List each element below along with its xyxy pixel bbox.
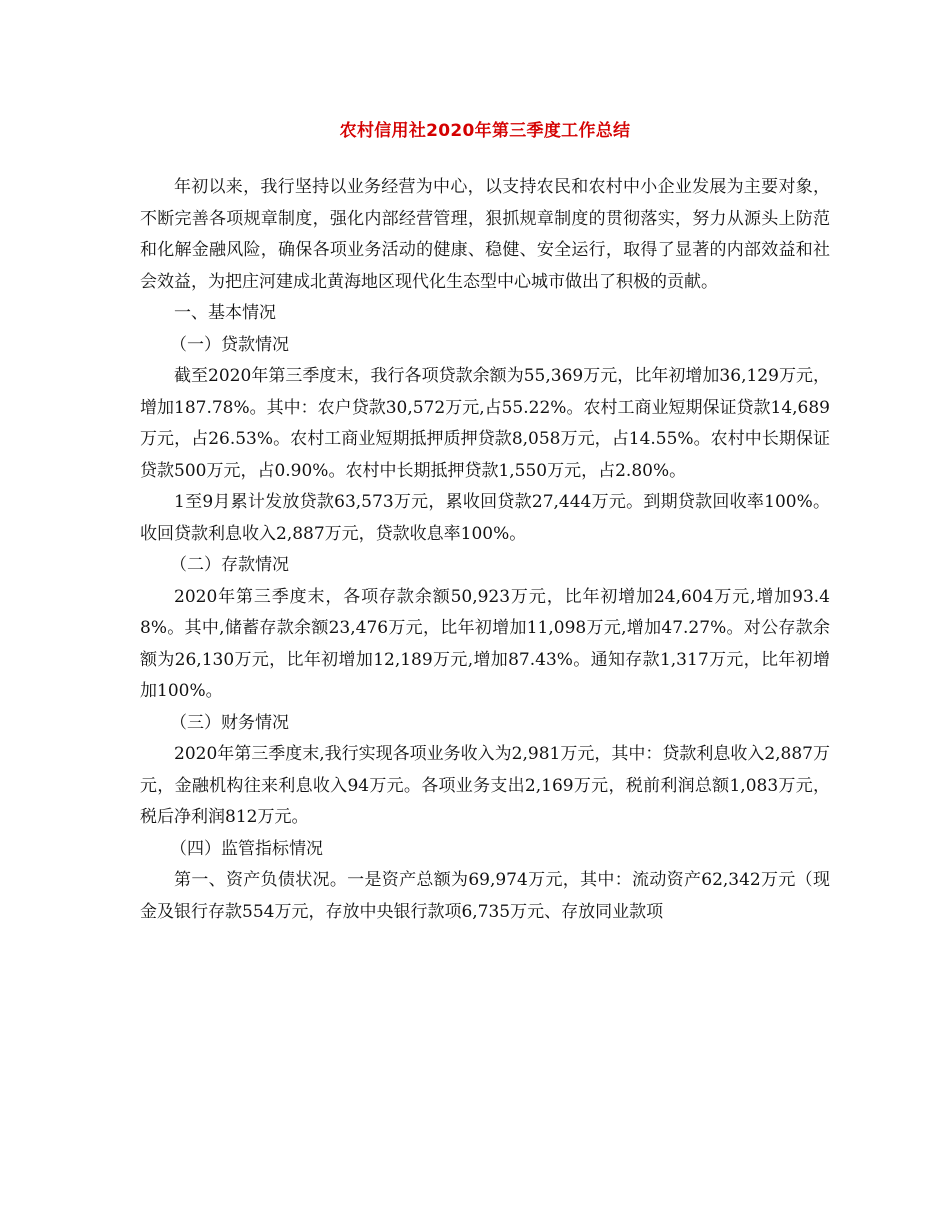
document-title: 农村信用社2020年第三季度工作总结 [339, 121, 631, 141]
finance-paragraph: 2020年第三季度末,我行实现各项业务收入为2,981万元，其中：贷款利息收入2,887万元，金融机构往来利息收入94万元。各项业务支出2,169万元，税前利润总额1,083万元，税后净利润812万元。 [140, 744, 831, 827]
deposits-paragraph: 2020年第三季度末，各项存款余额50,923万元，比年初增加24,604万元,增加93.48%。其中,储蓄存款余额23,476万元，比年初增加11,098万元,增加47.27%。对公存款余额为26,130万元，比年初增加12,189万元,增加87.43%。通知存款1,317万元，比年初增加100%。 [140, 586, 830, 701]
subheading-finance: （三）财务情况 [170, 712, 289, 733]
regulatory-paragraph: 第一、资产负债状况。一是资产总额为69,974万元，其中：流动资产62,342万元（现金及银行存款554万元，存放中央银行款项6,735万元、存放同业款项 [140, 870, 830, 922]
document-page [140, 118, 830, 928]
loans-paragraph-1: 截至2020年第三季度末，我行各项贷款余额为55,369万元，比年初增加36,129万元，增加187.78%。其中：农户贷款30,572万元,占55.22%。农村工商业短期保证贷款14,689万元，占26.53%。农村工商业短期抵押质押贷款8,058万元，占14.55%。农村中长期保证贷款500万元，占0.90%。农村中长期抵押贷款1,550万元，占2.80%。 [140, 366, 830, 481]
section-heading-basic-situation: 一、基本情况 [174, 303, 276, 323]
subheading-deposits: （二）存款情况 [170, 555, 289, 575]
subheading-loans: （一）贷款情况 [170, 334, 289, 355]
intro-paragraph: 年初以来，我行坚持以业务经营为中心，以支持农民和农村中小企业发展为主要对象，不断完善各项规章制度，强化内部经营管理，狠抓规章制度的贯彻落实，努力从源头上防范和化解金融风险，确保各项业务活动的健康、稳健、安全运行，取得了显著的内部效益和社会效益，为把庄河建成北黄海地区现代化生态型中心城市做出了积极的贡献。 [140, 177, 830, 292]
subheading-regulatory-indicators: （四）监管指标情况 [170, 838, 323, 859]
loans-paragraph-2: 1至9月累计发放贷款63,573万元，累收回贷款27,444万元。到期贷款回收率100%。收回贷款利息收入2,887万元，贷款收息率100%。 [140, 492, 830, 544]
